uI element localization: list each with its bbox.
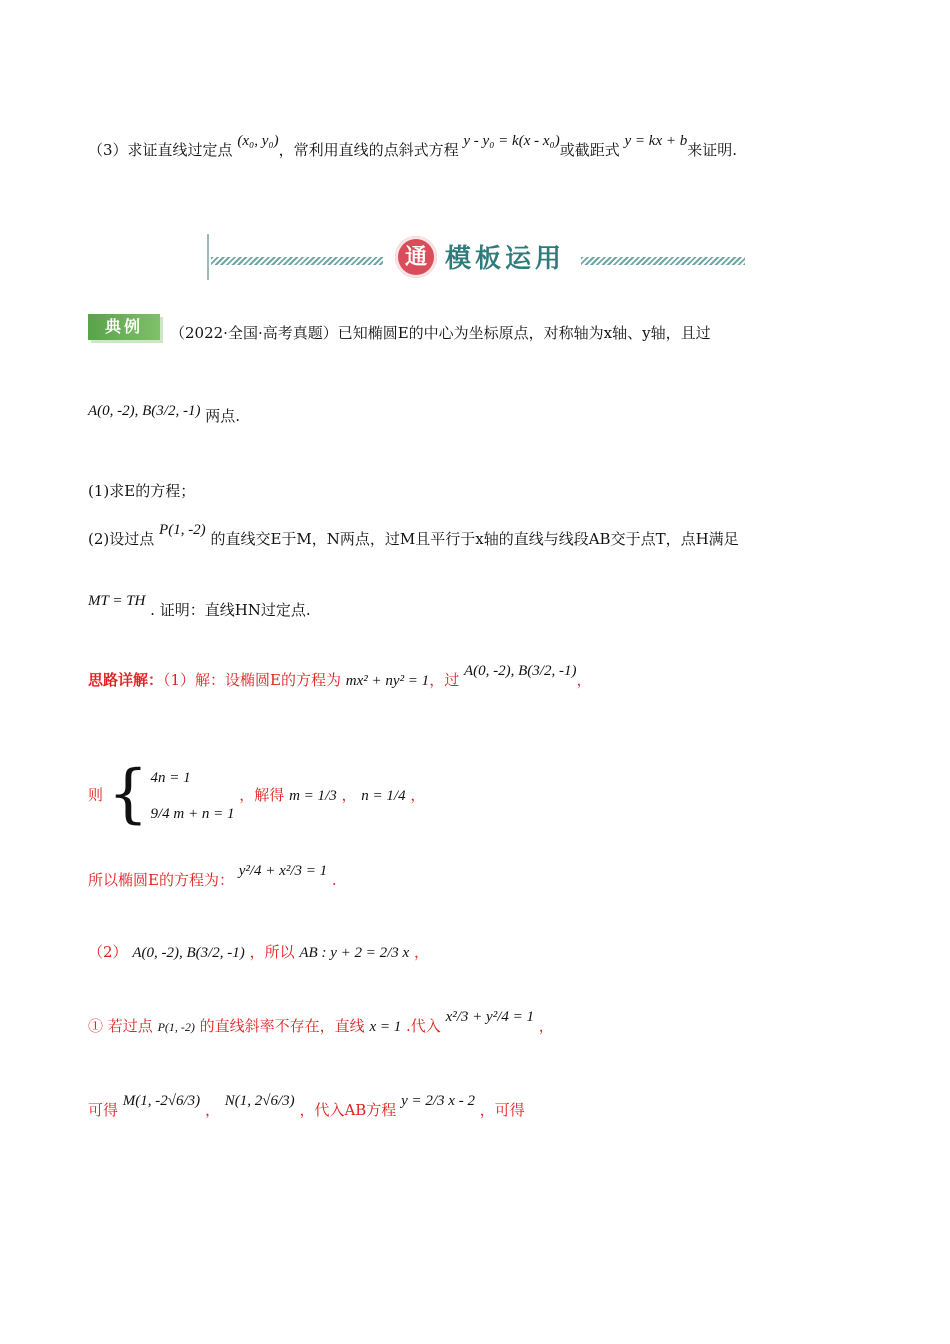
intercept-formula: y = kx + b (624, 133, 688, 149)
example-points-line (88, 400, 241, 425)
banner-stripe-right (581, 257, 745, 265)
solution-heading: 思路详解： (88, 671, 164, 689)
point-m: M(1, -2√6/3) (122, 1093, 201, 1109)
part-2-points: A(0, -2), B(3/2, -1) (132, 945, 245, 961)
method-3-text-c: 或截距式 (559, 141, 620, 159)
conclusion-text-a: 所以椭圆E的方程为： (88, 871, 234, 889)
point-slope-formula: y - y₀ = k(x - x₀) (463, 133, 560, 149)
question-2-text-b: 的直线交E于M，N两点，过M且平行于x轴的直线与线段AB交于点T，点H满足 (210, 530, 739, 548)
example-source: （2022·全国·高考真题） (170, 324, 338, 342)
question-2-cond-line (88, 593, 311, 621)
case-1-line (88, 1009, 554, 1037)
question-1-text: (1)求E的方程； (88, 482, 196, 500)
case-1-ellipse: x²/3 + y²/4 = 1 (445, 1009, 534, 1025)
get-text-b: ，代入AB方程 (299, 1101, 397, 1119)
banner-title: 模板运用 (445, 244, 566, 274)
method-3-line (88, 133, 738, 161)
seal-icon: 通 (395, 236, 437, 278)
question-1 (88, 481, 195, 501)
ellipse-conclusion-line (88, 863, 337, 891)
point-p-formula: P(1, -2) (159, 522, 206, 538)
ab-equation: y = 2/3 x - 2 (401, 1093, 475, 1109)
equation-system (107, 757, 235, 832)
get-text-c: ，可得 (479, 1101, 525, 1119)
brace-icon: { (107, 757, 149, 831)
n-value: n = 1/4 (361, 788, 406, 804)
example-points-formula: A(0, -2), B(3/2, -1) (88, 403, 201, 419)
case-1-line-eq: x = 1 (369, 1019, 402, 1035)
example-stem: 已知椭圆E的中心为坐标原点，对称轴为x轴、y轴，且过 (337, 324, 711, 342)
fixed-point-formula: (x₀, y₀) (237, 133, 279, 149)
example-badge: 典例 (88, 314, 160, 340)
case-1-result-line (88, 1093, 525, 1121)
ellipse-equation: y²/4 + x²/3 = 1 (238, 863, 328, 879)
get-text-a: 可得 (88, 1101, 119, 1119)
template-usage-banner (205, 232, 745, 282)
method-3-text-a: 求证直线过定点 (127, 141, 233, 159)
case-1-text-b: 的直线斜率不存在，直线 (199, 1017, 365, 1035)
system-row-1: 4n = 1 (150, 770, 191, 786)
case-1-text-a: ① 若过点 (88, 1017, 153, 1035)
method-3-text-d: 来证明. (687, 141, 738, 159)
banner-stripe-left (211, 257, 383, 265)
part-2-text-a: ，所以 (249, 943, 295, 961)
ellipse-general-formula: mx² + ny² = 1 (345, 673, 430, 689)
case-1-text-c: .代入 (406, 1017, 441, 1035)
method-3-label: （3） (88, 141, 128, 159)
method-3-text-b: ，常利用直线的点斜式方程 (278, 141, 459, 159)
case-1-point: P(1, -2) (157, 1020, 195, 1034)
then-label: 则 (88, 786, 104, 804)
part-2-line (88, 942, 429, 963)
solution-system-line: 则 { 4n = 1 9/4 m + n = 1 ，解得 m = 1/3 ， n = 1/4 ， (88, 757, 426, 831)
part-2-text-b: ， (413, 943, 429, 961)
question-2-text-a: (2)设过点 (88, 530, 155, 548)
banner-left-bar (207, 234, 209, 280)
example-stem-line (170, 323, 711, 343)
conclusion-text-b: . (331, 871, 337, 889)
question-2-line (88, 522, 739, 550)
case-1-text-d: ， (538, 1017, 554, 1035)
solution-line-1 (88, 663, 592, 691)
line-ab-equation: AB : y + 2 = 2/3 x (299, 945, 410, 961)
solution-p1-text-a: （1）解：设椭圆E的方程为 (163, 671, 342, 689)
separator: ， (204, 1101, 220, 1119)
system-row-2: 9/4 m + n = 1 (150, 806, 235, 822)
example-points-tail: 两点. (205, 407, 241, 425)
solved-label: ，解得 (239, 786, 285, 804)
point-n: N(1, 2√6/3) (224, 1093, 295, 1109)
question-2-text-c: . 证明：直线HN过定点. (150, 601, 311, 619)
m-value: m = 1/3 (289, 788, 337, 804)
mt-th-formula: MT = TH (88, 593, 146, 609)
solution-p1-text-c: ， (576, 671, 592, 689)
part-2-label: （2） (88, 943, 128, 961)
solution-points-formula: A(0, -2), B(3/2, -1) (463, 663, 577, 679)
solution-p1-text-b: ，过 (429, 671, 460, 689)
